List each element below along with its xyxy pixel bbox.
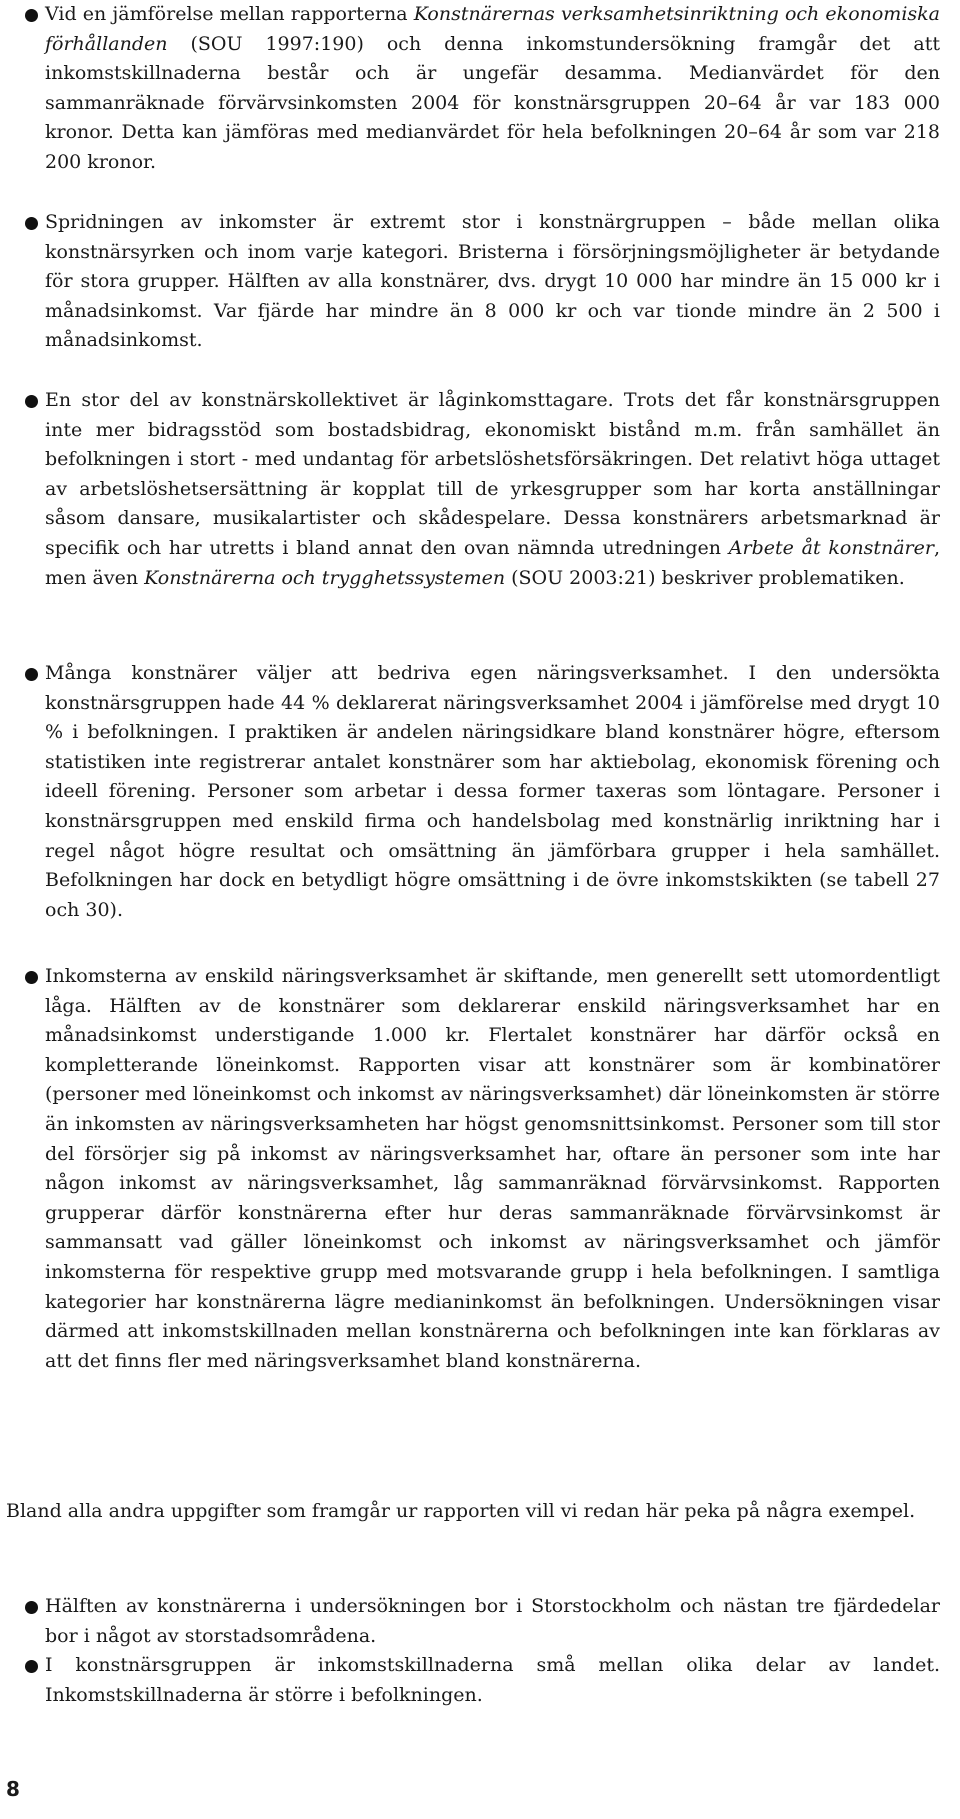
bullet-dot [25, 1601, 38, 1614]
bullet-dot [25, 9, 38, 22]
bullet-list-bottom [0, 1592, 960, 1710]
bullet-text-part: Hälften av konstnärerna i undersökningen bor i Storstockholm och nästan tre fjärdedelar bor i något av storstadsområdena. [45, 1595, 940, 1647]
bullet-dot [25, 217, 38, 230]
bullet-text-part: Inkomsterna av enskild näringsverksamhet är skiftande, men generellt sett utomordentligt låga. Hälften av de konstnärer som deklarerar enskild näringsverksamhet har en månadsinkomst understigande 1.000 kr. Flertalet konstnärer har därför också en kompletterande löneinkomst. Rapporten visar att konstnärer som är kombinatörer (personer med löneinkomst och inkomst av näringsverksamhet) där löneinkomsten är större än inkomsten av näringsverksamheten har högst genomsnittsinkomst. Personer som till stor del försörjer sig på inkomst av näringsverksamhet har, oftare än personer som inte har någon inkomst av näringsverksamhet, låg sammanräknad förvärvsinkomst. Rapporten grupperar därför konstnärerna efter hur deras sammanräknade förvärvsinkomst är sammansatt vad gäller löneinkomst och inkomst av näringsverksamhet och jämför inkomsterna för respektive grupp med motsvarande grupp i hela befolkningen. I samtliga kategorier har konstnärerna lägre medianinkomst än befolkningen. Undersökningen visar därmed att inkomstskillnaden mellan konstnärerna och befolkningen inte kan förklaras av att det finns fler med näringsverksamhet bland konstnärerna. [45, 965, 940, 1372]
bullet-text-part: (SOU 2003:21) beskriver problematiken. [505, 566, 905, 589]
bullet-text-part: Många konstnärer väljer att bedriva egen näringsverksamhet. I den undersökta konstnärsgruppen hade 44 % deklarerat näringsverksamhet 2004 i jämförelse med drygt 10 % i befolkningen. I praktiken är andelen näringsidkare bland konstnärer högre, eftersom statistiken inte registrerar antalet konstnärer som har aktiebolag, ekonomisk förening och ideell förening. Personer som arbetar i dessa former taxeras som löntagare. Personer i konstnärsgruppen med enskild firma och handelsbolag med konstnärlig inriktning har i regel något högre resultat och omsättning än jämförbara grupper i hela samhället. Befolkningen har dock en betydligt högre omsättning i de övre inkomstskikten (se tabell 27 och 30). [45, 662, 940, 921]
bullet-dot [25, 971, 38, 984]
bullet-item [0, 386, 960, 623]
bullet-text-part-italic: Konstnärernas verksamhetsinriktning och ekonomiska förhållanden [45, 3, 940, 55]
bullet-text-part: Vid en jämförelse mellan rapporterna [45, 3, 414, 25]
bullet-text-part: Spridningen av inkomster är extremt stor i konstnärgruppen – både mellan olika konstnärsyrken och inom varje kategori. Bristerna i försörjningsmöjligheter är betydande för stora grupper. Hälften av alla konstnärer, dvs. drygt 10 000 har mindre än 15 000 kr i månadsinkomst. Var fjärde har mindre än 8 000 kr och var tionde mindre än 2 500 i månadsinkomst. [45, 211, 940, 352]
bullet-item [0, 0, 960, 178]
bullet-item [0, 208, 960, 356]
bullet-text-part-italic: Arbete åt konstnärer [728, 536, 934, 559]
bullet-text-part: (SOU 1997:190) och denna inkomstundersökning framgår det att inkomstskillnaderna består och är ungefär desamma. Medianvärdet för den sammanräknade förvärvsinkomsten 2004 för konstnärsgruppen 20–64 år var 183 000 kronor. Detta kan jämföras med medianvärdet för hela befolkningen 20–64 år som var 218 200 kronor. [45, 32, 940, 173]
bullet-item [0, 1592, 960, 1651]
bullet-text-part-italic: Konstnärerna och trygghetssystemen [144, 566, 506, 589]
bullet-text-part: , men även [45, 536, 940, 589]
bullet-text-part: En stor del av konstnärskollektivet är låginkomsttagare. Trots det får konstnärsgruppen inte mer bidragsstöd som bostadsbidrag, ekonomiskt bistånd m.m. från samhället än befolkningen i stort - med undantag för arbetslöshetsförsäkringen. Det relativt höga uttaget av arbetslöshetsersättning är kopplat till de yrkesgrupper som har korta anställningar såsom dansare, musikalartister och skådespelare. Dessa konstnärers arbetsmarknad är specifik och har utretts i bland annat den ovan nämnda utredningen [45, 389, 940, 559]
bullet-text-part: I konstnärsgruppen är inkomstskillnaderna små mellan olika delar av landet. Inkomstskillnaderna är större i befolkningen. [45, 1654, 940, 1706]
bullet-dot [25, 668, 38, 681]
bullet-item [0, 962, 960, 1406]
bullet-dot [25, 395, 38, 408]
bullet-dot [25, 1660, 38, 1673]
bullet-item [0, 1651, 960, 1710]
intro-paragraph: Bland alla andra uppgifter som framgår ur rapporten vill vi redan här peka på några exempel. [6, 1500, 916, 1522]
bullet-item [0, 659, 960, 926]
page-number: 8 [6, 1777, 20, 1801]
